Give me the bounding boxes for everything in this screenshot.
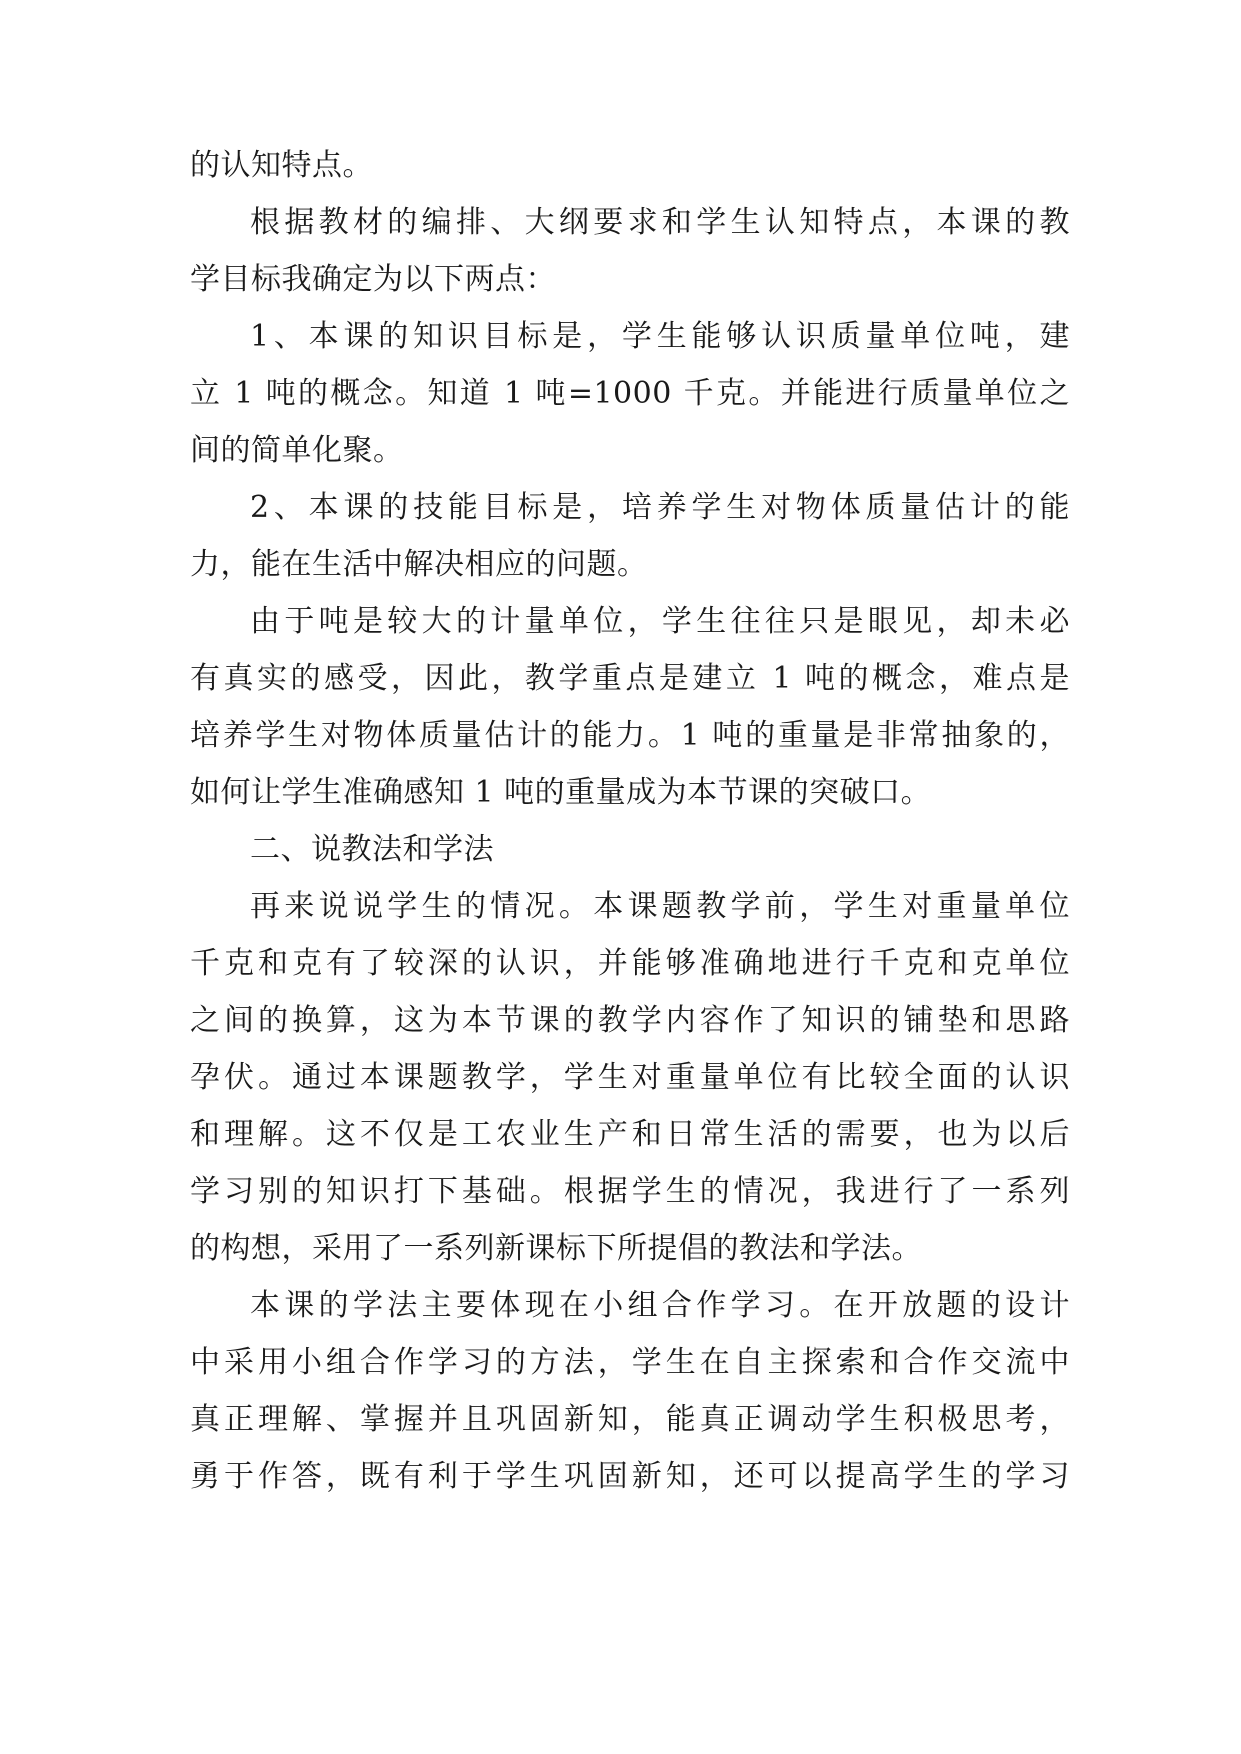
text-line: 之间的换算，这为本节课的教学内容作了知识的铺垫和思路 [190, 1003, 1070, 1038]
paragraph-start-line: 根据教材的编排、大纲要求和学生认知特点，本课的教 [250, 205, 1070, 240]
text-line: 真正理解、掌握并且巩固新知，能真正调动学生积极思考， [190, 1402, 1070, 1437]
text-line: 勇于作答，既有利于学生巩固新知，还可以提高学生的学习 [190, 1459, 1070, 1494]
text-line: 间的简单化聚。 [190, 433, 404, 468]
text-line: 中采用小组合作学习的方法，学生在自主探索和合作交流中 [190, 1345, 1070, 1380]
text-line: 立 1 吨的概念。知道 1 吨=1000 千克。并能进行质量单位之 [190, 376, 1070, 411]
text-line: 学目标我确定为以下两点： [190, 262, 556, 297]
paragraph-start-line: 由于吨是较大的计量单位，学生往往只是眼见，却未必 [250, 604, 1070, 639]
text-line: 和理解。这不仅是工农业生产和日常生活的需要，也为以后 [190, 1117, 1070, 1152]
paragraph-start-line: 本课的学法主要体现在小组合作学习。在开放题的设计 [250, 1288, 1070, 1323]
text-line: 有真实的感受，因此，教学重点是建立 1 吨的概念，难点是 [190, 661, 1070, 696]
text-line: 千克和克有了较深的认识，并能够准确地进行千克和克单位 [190, 946, 1070, 981]
paragraph-start-line: 1、本课的知识目标是，学生能够认识质量单位吨，建 [250, 319, 1070, 354]
text-line: 孕伏。通过本课题教学，学生对重量单位有比较全面的认识 [190, 1060, 1070, 1095]
text-line: 学习别的知识打下基础。根据学生的情况，我进行了一系列 [190, 1174, 1070, 1209]
text-line: 如何让学生准确感知 1 吨的重量成为本节课的突破口。 [190, 775, 932, 810]
paragraph-start-line: 2、本课的技能目标是，培养学生对物体质量估计的能 [250, 490, 1070, 525]
text-line: 的认知特点。 [190, 148, 373, 183]
paragraph-start-line: 再来说说学生的情况。本课题教学前，学生对重量单位 [250, 889, 1070, 924]
text-line: 培养学生对物体质量估计的能力。1 吨的重量是非常抽象的， [190, 718, 1070, 753]
text-line: 力，能在生活中解决相应的问题。 [190, 547, 648, 582]
text-line: 的构想，采用了一系列新课标下所提倡的教法和学法。 [190, 1231, 922, 1266]
section-heading: 二、说教法和学法 [250, 832, 494, 867]
